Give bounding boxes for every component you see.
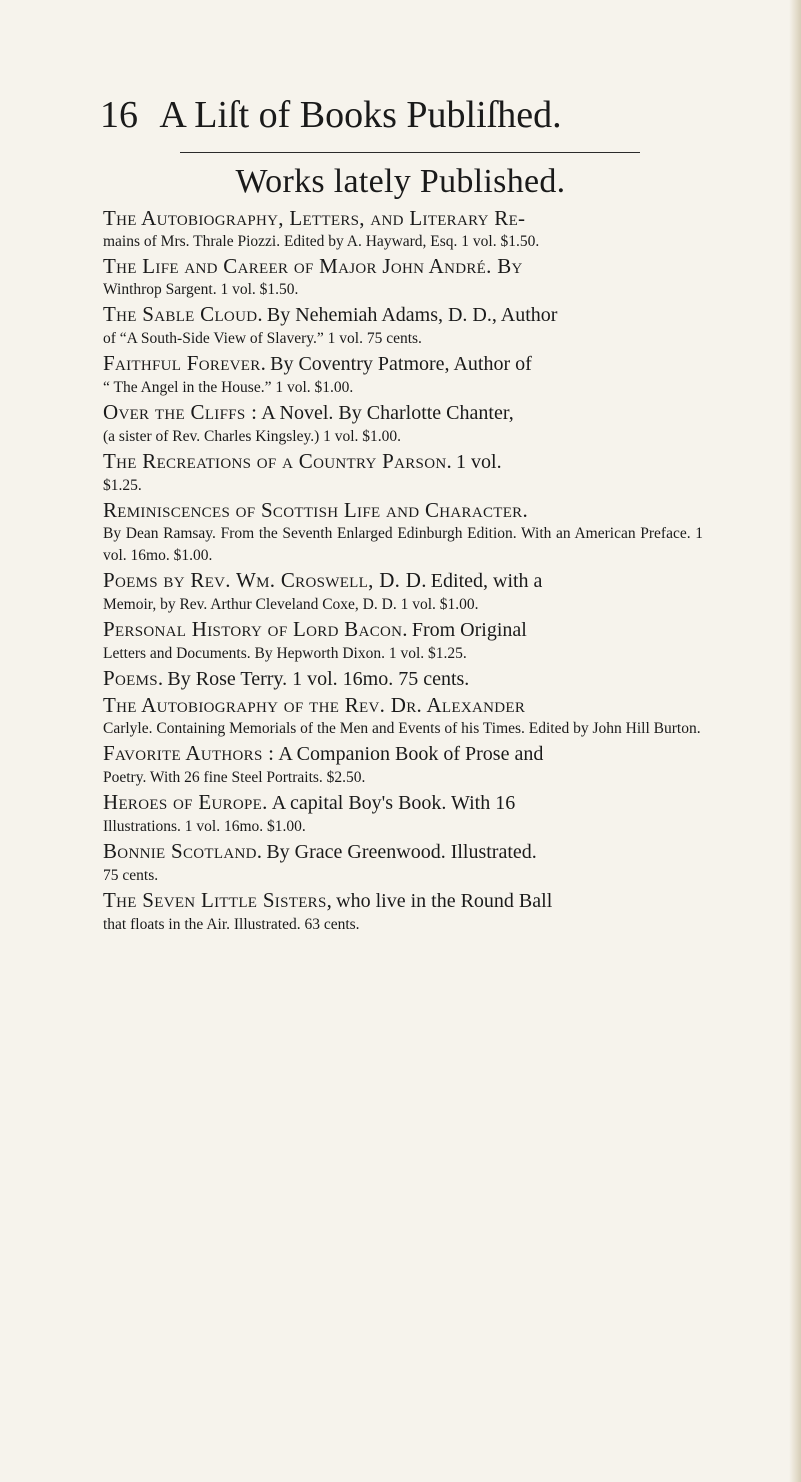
book-details: $1.25.: [103, 477, 142, 494]
book-title-rest: A Novel. By Charlotte Chanter,: [261, 402, 514, 424]
book-title: The Life and Career of Major John André. By: [103, 254, 523, 278]
book-entry: [103, 887, 703, 936]
book-title-rest: 1 vol.: [456, 451, 502, 473]
book-title: Heroes of Europe.: [103, 790, 268, 814]
book-entry: [103, 301, 703, 350]
book-entry: [103, 448, 703, 497]
book-details: By Dean Ramsay. From the Seventh Enlarged Edinburgh Edition. With an American Preface. 1 vol. 16mo. $1.00.: [103, 525, 703, 564]
book-details: Poetry. With 26 fine Steel Portraits. $2.50.: [103, 769, 366, 786]
book-title-rest: By Coventry Patmore, Author of: [270, 353, 532, 375]
book-title-rest: who live in the Round Ball: [336, 890, 553, 912]
book-details: Illustrations. 1 vol. 16mo. $1.00.: [103, 818, 306, 835]
book-entry: [103, 789, 703, 838]
book-details: Letters and Documents. By Hepworth Dixon. 1 vol. $1.25.: [103, 645, 467, 662]
book-title-rest: By Nehemiah Adams, D. D., Author: [266, 304, 558, 326]
book-title-rest: Edited, with a: [430, 570, 543, 592]
book-title-rest: A Companion Book of Prose and: [278, 743, 544, 765]
header-rule: [180, 152, 640, 153]
book-details: of “A South-Side View of Slavery.” 1 vol. 75 cents.: [103, 330, 422, 347]
book-title: The Autobiography, Letters, and Literary Re-: [103, 206, 526, 230]
book-details: “ The Angel in the House.” 1 vol. $1.00.: [103, 379, 354, 396]
book-details: mains of Mrs. Thrale Piozzi. Edited by A. Hayward, Esq. 1 vol. $1.50.: [103, 233, 540, 250]
book-entry: [103, 567, 703, 616]
book-title-rest: By Grace Greenwood. Illustrated.: [266, 841, 537, 863]
book-title: Bonnie Scotland.: [103, 839, 263, 863]
running-header: [100, 92, 660, 138]
book-title: Personal History of Lord Bacon.: [103, 617, 408, 641]
book-title: Poems by Rev. Wm. Croswell, D. D.: [103, 568, 427, 592]
book-entry: [103, 692, 703, 740]
page-number: 16: [100, 94, 138, 136]
book-title: The Recreations of a Country Parson.: [103, 449, 453, 473]
book-entry: [103, 497, 703, 567]
book-details: Carlyle. Containing Memorials of the Men and Events of his Times. Edited by John Hill Burton.: [103, 720, 701, 737]
book-entry: [103, 838, 703, 887]
section-title: Works lately Published.: [235, 163, 566, 200]
book-title: Poems.: [103, 666, 164, 690]
book-details: (a sister of Rev. Charles Kingsley.) 1 vol. $1.00.: [103, 428, 402, 445]
book-title: Faithful Forever.: [103, 351, 267, 375]
book-title: Favorite Authors :: [103, 741, 275, 765]
book-title: The Autobiography of the Rev. Dr. Alexander: [103, 693, 526, 717]
book-list: [103, 205, 703, 936]
book-title: Reminiscences of Scottish Life and Character.: [103, 498, 529, 522]
book-details: Winthrop Sargent. 1 vol. $1.50.: [103, 281, 299, 298]
book-details: 75 cents.: [103, 867, 159, 884]
book-title-rest: By Rose Terry. 1 vol. 16mo. 75 cents.: [167, 668, 470, 690]
book-entry: [103, 740, 703, 789]
book-entry: [103, 399, 703, 448]
book-title: The Sable Cloud.: [103, 302, 263, 326]
book-title: Over the Cliffs :: [103, 400, 258, 424]
page-edge: [789, 0, 801, 1482]
book-entry: [103, 205, 703, 253]
running-title: A Liſt of Books Publiſhed.: [159, 94, 562, 136]
book-details: Memoir, by Rev. Arthur Cleveland Coxe, D. D. 1 vol. $1.00.: [103, 596, 479, 613]
book-title-rest: From Original: [411, 619, 527, 641]
book-entry: [103, 616, 703, 665]
book-entry: [103, 253, 703, 301]
book-details: that floats in the Air. Illustrated. 63 cents.: [103, 916, 360, 933]
book-title-rest: A capital Boy's Book. With 16: [271, 792, 516, 814]
book-entry: [103, 350, 703, 399]
book-title: The Seven Little Sisters,: [103, 888, 333, 912]
book-entry: [103, 665, 703, 692]
